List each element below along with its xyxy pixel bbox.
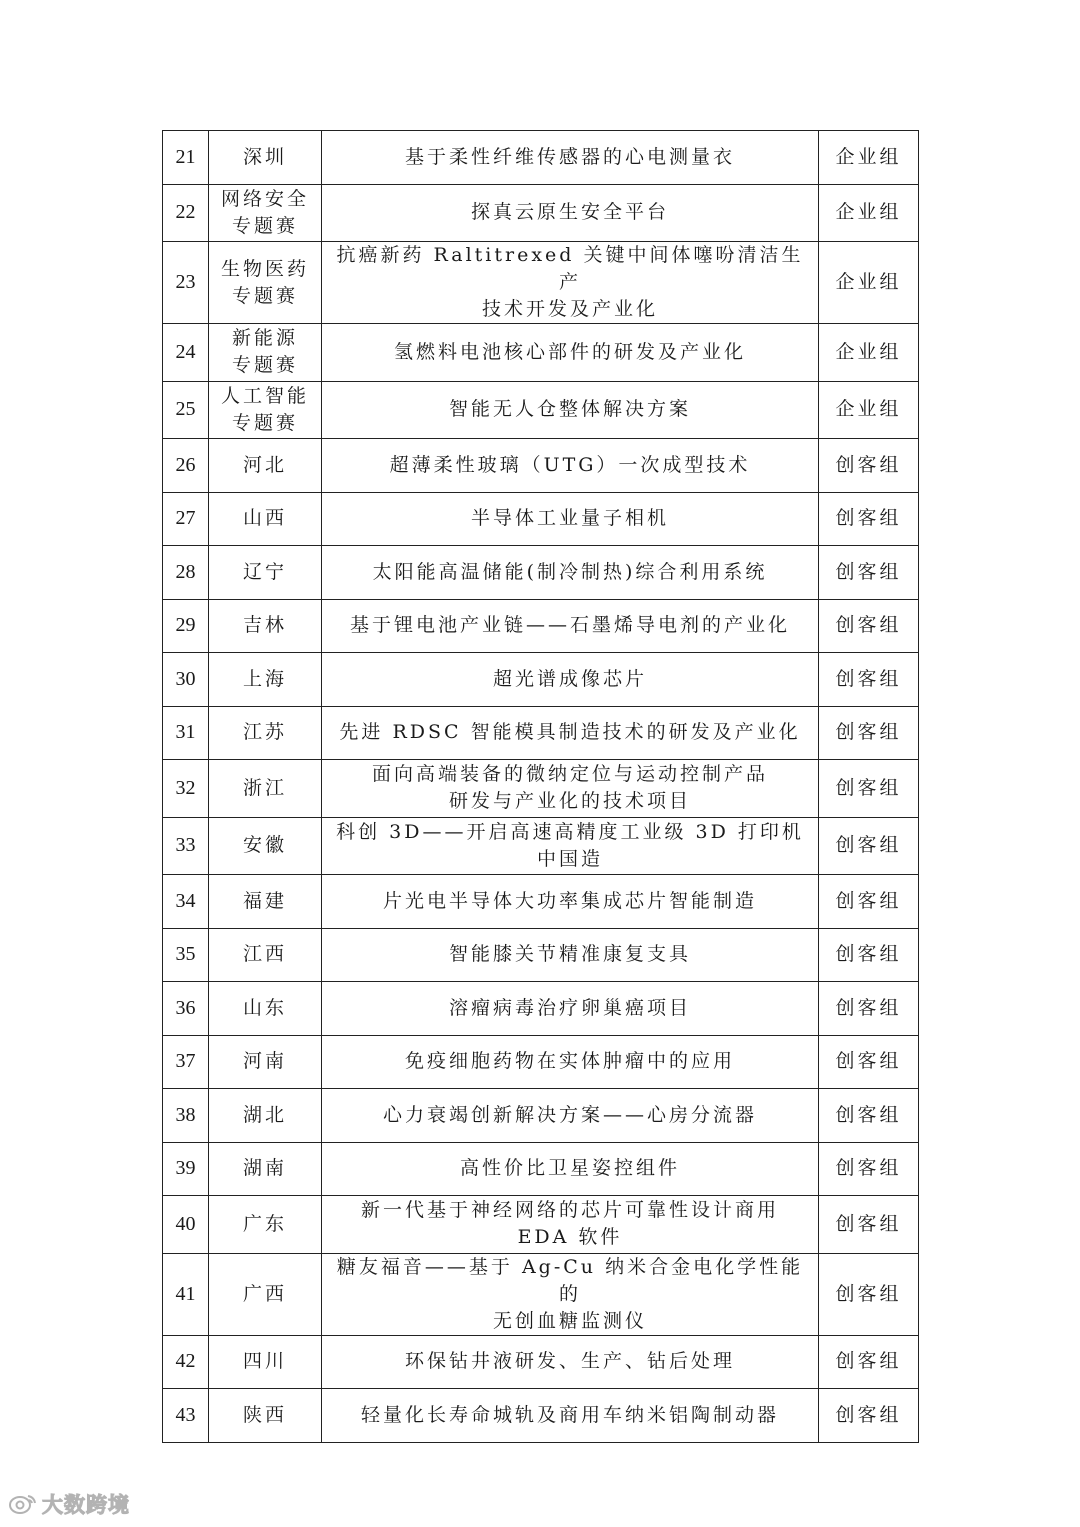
project-cell: 氢燃料电池核心部件的研发及产业化 [322,324,819,382]
project-cell: 半导体工业量子相机 [322,492,819,546]
region-cell: 山东 [209,982,322,1036]
region-cell: 辽宁 [209,546,322,600]
table-row [163,324,919,382]
group-cell: 创客组 [819,1196,919,1254]
row-number: 30 [163,653,209,707]
project-cell: 片光电半导体大功率集成芯片智能制造 [322,875,819,929]
region-cell: 江西 [209,928,322,982]
group-cell: 创客组 [819,1389,919,1443]
project-cell: 糖友福音——基于 Ag-Cu 纳米合金电化学性能的 无创血糖监测仪 [322,1253,819,1335]
table-row [163,875,919,929]
row-number: 41 [163,1253,209,1335]
project-cell: 高性价比卫星姿控组件 [322,1142,819,1196]
project-table [162,130,919,1443]
region-cell: 广西 [209,1253,322,1335]
table-row [163,1089,919,1143]
row-number: 22 [163,184,209,242]
group-cell: 创客组 [819,492,919,546]
region-cell: 陕西 [209,1389,322,1443]
table-row [163,131,919,185]
table-row [163,492,919,546]
table-row [163,1253,919,1335]
project-cell: 免疫细胞药物在实体肿瘤中的应用 [322,1035,819,1089]
row-number: 32 [163,760,209,818]
group-cell: 创客组 [819,928,919,982]
region-cell: 湖北 [209,1089,322,1143]
table-row [163,653,919,707]
project-cell: 先进 RDSC 智能模具制造技术的研发及产业化 [322,706,819,760]
table-row [163,982,919,1036]
group-cell: 创客组 [819,439,919,493]
region-cell: 江苏 [209,706,322,760]
table-row [163,599,919,653]
group-cell: 企业组 [819,324,919,382]
group-cell: 创客组 [819,546,919,600]
table-row [163,439,919,493]
project-cell: 基于柔性纤维传感器的心电测量衣 [322,131,819,185]
region-cell: 河北 [209,439,322,493]
project-cell: 智能无人仓整体解决方案 [322,381,819,439]
project-cell: 智能膝关节精准康复支具 [322,928,819,982]
row-number: 25 [163,381,209,439]
region-cell: 山西 [209,492,322,546]
project-cell: 超薄柔性玻璃（UTG）一次成型技术 [322,439,819,493]
row-number: 35 [163,928,209,982]
group-cell: 创客组 [819,1142,919,1196]
row-number: 24 [163,324,209,382]
group-cell: 创客组 [819,1253,919,1335]
row-number: 29 [163,599,209,653]
group-cell: 创客组 [819,760,919,818]
group-cell: 创客组 [819,653,919,707]
group-cell: 创客组 [819,817,919,875]
project-cell: 科创 3D——开启高速高精度工业级 3D 打印机 中国造 [322,817,819,875]
watermark-text: 大数跨境 [42,1493,130,1517]
table-row [163,706,919,760]
group-cell: 创客组 [819,875,919,929]
row-number: 27 [163,492,209,546]
row-number: 39 [163,1142,209,1196]
row-number: 23 [163,242,209,324]
group-cell: 创客组 [819,599,919,653]
group-cell: 创客组 [819,982,919,1036]
region-cell: 生物医药 专题赛 [209,242,322,324]
region-cell: 福建 [209,875,322,929]
region-cell: 广东 [209,1196,322,1254]
row-number: 42 [163,1335,209,1389]
group-cell: 创客组 [819,1335,919,1389]
table-row [163,1335,919,1389]
project-cell: 轻量化长寿命城轨及商用车纳米铝陶制动器 [322,1389,819,1443]
table-row [163,928,919,982]
row-number: 40 [163,1196,209,1254]
project-cell: 心力衰竭创新解决方案——心房分流器 [322,1089,819,1143]
project-cell: 溶瘤病毒治疗卵巢癌项目 [322,982,819,1036]
project-cell: 太阳能高温储能(制冷制热)综合利用系统 [322,546,819,600]
row-number: 34 [163,875,209,929]
region-cell: 深圳 [209,131,322,185]
weibo-eye-logo-icon [8,1493,38,1515]
row-number: 31 [163,706,209,760]
project-cell: 环保钻井液研发、生产、钻后处理 [322,1335,819,1389]
row-number: 37 [163,1035,209,1089]
watermark [8,1490,130,1518]
region-cell: 网络安全 专题赛 [209,184,322,242]
table-row [163,1035,919,1089]
group-cell: 企业组 [819,184,919,242]
row-number: 33 [163,817,209,875]
table-row [163,1142,919,1196]
table-row [163,1389,919,1443]
project-cell: 抗癌新药 Raltitrexed 关键中间体噻吩清洁生产 技术开发及产业化 [322,242,819,324]
table-row [163,760,919,818]
table-row [163,817,919,875]
table-body [163,131,919,1443]
region-cell: 浙江 [209,760,322,818]
region-cell: 人工智能 专题赛 [209,381,322,439]
group-cell: 企业组 [819,131,919,185]
region-cell: 安徽 [209,817,322,875]
group-cell: 企业组 [819,381,919,439]
row-number: 26 [163,439,209,493]
region-cell: 四川 [209,1335,322,1389]
group-cell: 创客组 [819,706,919,760]
group-cell: 创客组 [819,1035,919,1089]
table-row [163,546,919,600]
row-number: 36 [163,982,209,1036]
project-cell: 新一代基于神经网络的芯片可靠性设计商用 EDA 软件 [322,1196,819,1254]
region-cell: 新能源 专题赛 [209,324,322,382]
row-number: 28 [163,546,209,600]
project-cell: 超光谱成像芯片 [322,653,819,707]
project-cell: 面向高端装备的微纳定位与运动控制产品 研发与产业化的技术项目 [322,760,819,818]
region-cell: 吉林 [209,599,322,653]
row-number: 38 [163,1089,209,1143]
project-cell: 探真云原生安全平台 [322,184,819,242]
row-number: 43 [163,1389,209,1443]
group-cell: 创客组 [819,1089,919,1143]
region-cell: 湖南 [209,1142,322,1196]
table-row [163,381,919,439]
table-row [163,184,919,242]
region-cell: 上海 [209,653,322,707]
group-cell: 企业组 [819,242,919,324]
row-number: 21 [163,131,209,185]
table-row [163,242,919,324]
region-cell: 河南 [209,1035,322,1089]
table-row [163,1196,919,1254]
project-cell: 基于锂电池产业链——石墨烯导电剂的产业化 [322,599,819,653]
